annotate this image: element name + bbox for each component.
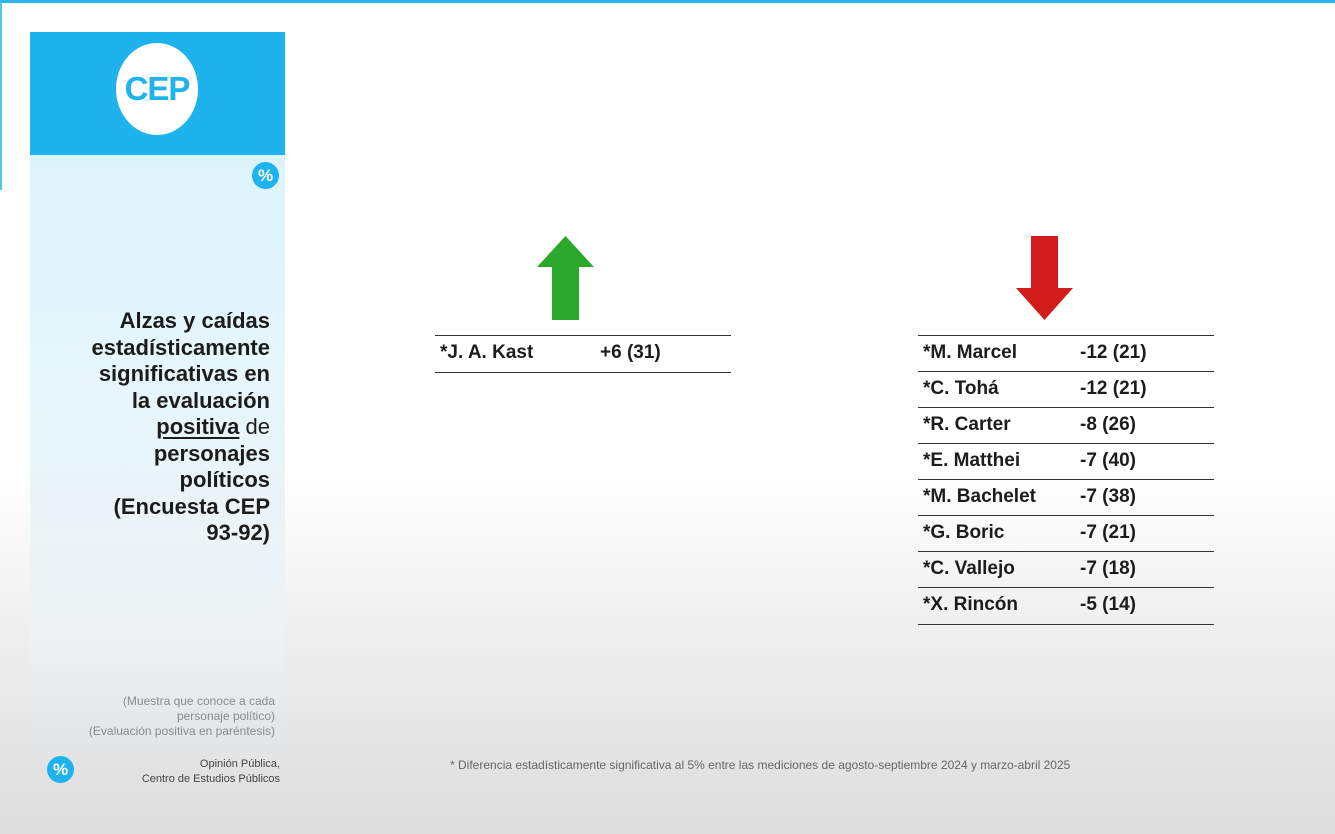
sample-note: [35, 694, 275, 739]
sidebar-header: [30, 32, 285, 155]
politician-name: *G. Boric: [923, 522, 1005, 543]
change-value: -8 (26): [1080, 414, 1136, 435]
table-row: [918, 479, 1214, 515]
note-line: (Evaluación positiva en paréntesis): [88, 724, 275, 738]
title-line: políticos: [179, 467, 270, 492]
title-line: significativas en: [98, 361, 270, 386]
arrow-down-icon: [1016, 236, 1073, 320]
change-value: -5 (14): [1080, 594, 1136, 615]
politician-name: *R. Carter: [923, 414, 1011, 435]
slide-title: [40, 308, 270, 547]
politician-name: *E. Matthei: [923, 450, 1021, 471]
top-accent-line: [0, 0, 1335, 3]
table-row: [918, 371, 1214, 407]
politician-name: *C. Tohá: [923, 378, 999, 399]
politician-name: *M. Bachelet: [923, 486, 1036, 507]
change-value: -12 (21): [1080, 342, 1147, 363]
table-row: [435, 335, 731, 373]
cep-logo: [116, 43, 198, 135]
politician-name: *C. Vallejo: [923, 558, 1015, 579]
falls-table: [918, 335, 1214, 625]
table-row: [918, 551, 1214, 587]
percent-badge-icon: %: [47, 756, 74, 783]
percent-badge-icon: %: [252, 162, 279, 189]
change-value: -7 (21): [1080, 522, 1136, 543]
left-accent-edge: [0, 0, 2, 190]
title-line: Alzas y caídas: [119, 308, 270, 333]
change-value: +6 (31): [600, 342, 661, 363]
title-emphasis-after: de: [245, 414, 270, 439]
title-line: personajes: [153, 440, 270, 466]
note-line: personaje político): [176, 709, 275, 723]
change-value: -7 (38): [1080, 486, 1136, 507]
politician-name: *M. Marcel: [923, 342, 1017, 363]
table-row: [918, 587, 1214, 625]
source-line: Opinión Pública,: [199, 758, 280, 770]
cep-logo-text: CEP: [124, 70, 190, 107]
table-row: [918, 515, 1214, 551]
table-row: [918, 335, 1214, 371]
source-credit: [80, 757, 280, 787]
title-line: (Encuesta CEP: [113, 493, 270, 519]
politician-name: *X. Rincón: [923, 594, 1019, 615]
title-emphasis: positiva: [156, 414, 240, 439]
title-line: 93-92): [206, 520, 270, 545]
title-line: [40, 414, 270, 441]
arrow-up-icon: [537, 236, 594, 320]
footnote: * Diferencia estadísticamente significativa al 5% entre las mediciones de agosto-septiembre 2024 y marzo-abril 2025: [450, 758, 1071, 772]
source-line: Centro de Estudios Públicos: [141, 773, 280, 785]
table-row: [918, 407, 1214, 443]
title-line: la evaluación: [131, 387, 270, 413]
title-line: estadísticamente: [91, 334, 270, 360]
change-value: -7 (40): [1080, 450, 1136, 471]
politician-name: *J. A. Kast: [440, 342, 534, 363]
change-value: -12 (21): [1080, 378, 1147, 399]
sidebar-panel: [30, 32, 285, 785]
change-value: -7 (18): [1080, 558, 1136, 579]
note-line: (Muestra que conoce a cada: [122, 694, 275, 708]
rises-table: [435, 335, 731, 373]
table-row: [918, 443, 1214, 479]
